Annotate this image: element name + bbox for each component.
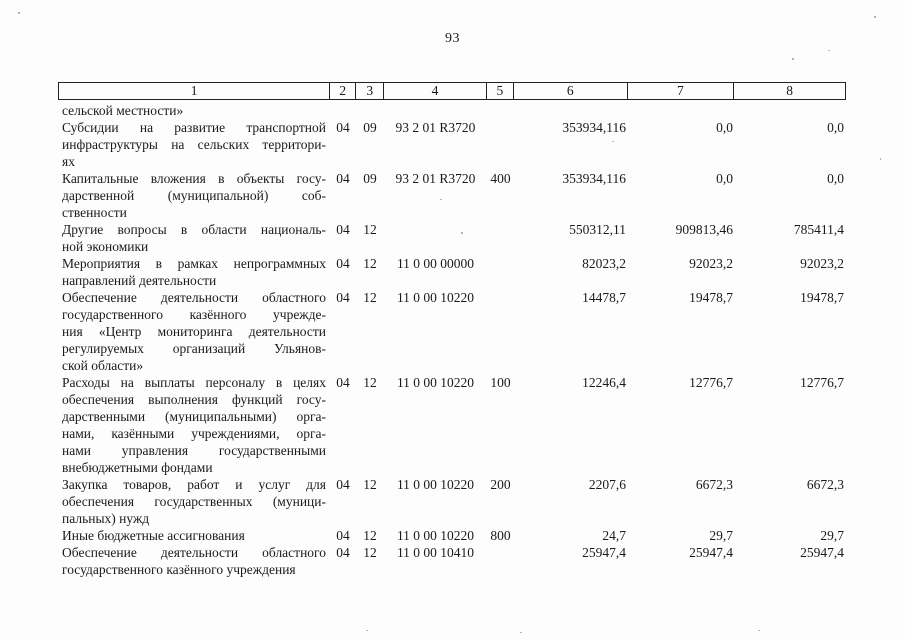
scan-speck <box>440 199 442 200</box>
description-line: регулируемых организаций Ульянов- <box>62 341 326 356</box>
section-code: 04 <box>336 545 350 560</box>
target-article-code: 93 2 01 R3720 <box>395 171 476 186</box>
target-article-code: 11 0 00 10410 <box>396 545 475 560</box>
scan-speck <box>520 632 522 633</box>
amount-col-7: 0,0 <box>716 171 733 186</box>
row-description <box>58 476 330 527</box>
section-code <box>330 102 356 119</box>
header-col-4: 4 <box>384 83 487 99</box>
scan-speck <box>758 630 760 631</box>
expense-type-code: 800 <box>490 528 511 543</box>
description-line: Другие вопросы в области националь- <box>62 222 326 237</box>
section-code: 04 <box>336 120 350 135</box>
subsection-code: 12 <box>363 222 377 237</box>
header-col-6: 6 <box>514 83 628 99</box>
target-article-code: 11 0 00 10220 <box>396 528 475 543</box>
description-line: ния «Центр мониторинга деятельности <box>62 324 326 339</box>
amount-col-6: 14478,7 <box>582 290 626 305</box>
section-code: 04 <box>336 256 350 271</box>
description-line: Иные бюджетные ассигнования <box>62 528 245 543</box>
target-article-code: 93 2 01 R3720 <box>395 120 476 135</box>
expense-type-code: 100 <box>490 375 511 390</box>
table-row <box>58 119 846 170</box>
amount-col-8: 785411,4 <box>793 222 844 237</box>
subsection-code: 12 <box>363 477 377 492</box>
target-article-code: 11 0 00 10220 <box>396 290 475 305</box>
description-line: ственности <box>62 205 127 220</box>
amount-col-8: 0,0 <box>827 120 844 135</box>
section-code: 04 <box>336 477 350 492</box>
subsection-code: 12 <box>363 528 377 543</box>
table-row <box>58 374 846 476</box>
table-row <box>58 255 846 289</box>
description-line: сельской местности» <box>62 103 184 118</box>
amount-col-7: 25947,4 <box>689 545 733 560</box>
header-col-7: 7 <box>628 83 735 99</box>
amount-col-6: 353934,116 <box>562 171 626 186</box>
row-description <box>58 170 330 221</box>
header-col-1: 1 <box>59 83 330 99</box>
expense-type-code: 400 <box>490 171 511 186</box>
scan-speck <box>366 630 368 631</box>
target-article-code: 11 0 00 10220 <box>396 375 475 390</box>
row-description <box>58 221 330 255</box>
description-line: обеспечения государственных (муници- <box>62 494 326 509</box>
description-line: ской области» <box>62 358 144 373</box>
description-line: нами, казёнными учреждениями, орга- <box>62 426 326 441</box>
subsection-code <box>356 102 384 119</box>
description-line: внебюджетными фондами <box>62 460 213 475</box>
target-article-code: 11 0 00 00000 <box>396 256 475 271</box>
description-line: Расходы на выплаты персоналу в целях <box>62 375 326 390</box>
target-article-code <box>384 221 487 255</box>
table-body <box>58 102 846 578</box>
subsection-code: 12 <box>363 545 377 560</box>
description-line: пальных) нужд <box>62 511 150 526</box>
description-line: дарственной (муниципальной) соб- <box>62 188 326 203</box>
header-col-8: 8 <box>786 83 794 98</box>
amount-col-6: 550312,11 <box>569 222 626 237</box>
description-line: Мероприятия в рамках непрограммных <box>62 256 326 271</box>
scan-speck <box>612 141 614 142</box>
subsection-code: 09 <box>363 120 377 135</box>
expense-type-code <box>487 255 514 289</box>
description-line: инфраструктуры на сельских территори- <box>62 137 326 152</box>
amount-col-7: 92023,2 <box>689 256 733 271</box>
expense-type-code: 200 <box>490 477 511 492</box>
subsection-code: 12 <box>363 256 377 271</box>
amount-col-7: 29,7 <box>709 528 733 543</box>
expense-type-code <box>487 102 514 119</box>
amount-col-6 <box>514 102 628 119</box>
scan-speck <box>880 158 881 160</box>
section-code: 04 <box>336 528 350 543</box>
row-description <box>58 544 330 578</box>
expense-type-code <box>487 289 514 374</box>
amount-col-6: 2207,6 <box>588 477 626 492</box>
row-description <box>58 102 330 119</box>
page-number: 93 <box>445 31 460 46</box>
row-description <box>58 255 330 289</box>
section-code: 04 <box>336 222 350 237</box>
table-row <box>58 221 846 255</box>
subsection-code: 12 <box>363 375 377 390</box>
amount-col-7: 12776,7 <box>689 375 733 390</box>
description-line: ях <box>62 154 75 169</box>
description-line: дарственными (муниципальными) орга- <box>62 409 326 424</box>
expense-type-code <box>487 544 514 578</box>
description-line: государственного казённого учреждения <box>62 562 296 577</box>
description-line: государственного казённого учрежде- <box>62 307 326 322</box>
amount-col-8: 6672,3 <box>806 477 844 492</box>
scan-speck <box>874 16 876 18</box>
amount-col-8: 29,7 <box>820 528 844 543</box>
subsection-code: 12 <box>363 290 377 305</box>
amount-col-7: 909813,46 <box>675 222 733 237</box>
amount-col-8: 25947,4 <box>800 545 844 560</box>
row-description <box>58 374 330 476</box>
expense-type-code <box>487 221 514 255</box>
description-line: нами управления государственными <box>62 443 326 458</box>
scan-speck <box>18 12 20 14</box>
section-code: 04 <box>336 375 350 390</box>
table-row <box>58 289 846 374</box>
amount-col-7: 19478,7 <box>689 290 733 305</box>
row-description <box>58 289 330 374</box>
amount-col-8 <box>735 102 846 119</box>
description-line: Капитальные вложения в объекты госу- <box>62 171 326 186</box>
amount-col-6: 353934,116 <box>562 120 626 135</box>
table-row <box>58 527 846 544</box>
amount-col-6: 12246,4 <box>582 375 626 390</box>
expense-type-code <box>487 119 514 170</box>
description-line: Субсидии на развитие транспортной <box>62 120 326 135</box>
description-line: Закупка товаров, работ и услуг для <box>62 477 326 492</box>
description-line: Обеспечение деятельности областного <box>62 290 326 305</box>
amount-col-7: 6672,3 <box>695 477 733 492</box>
table-row <box>58 102 846 119</box>
subsection-code: 09 <box>363 171 377 186</box>
header-col-2: 2 <box>330 83 356 99</box>
table-row <box>58 544 846 578</box>
header-col-5: 5 <box>487 83 514 99</box>
amount-col-7 <box>628 102 735 119</box>
header-col-3: 3 <box>356 83 384 99</box>
amount-col-8: 0,0 <box>827 171 844 186</box>
table-row <box>58 170 846 221</box>
amount-col-8: 12776,7 <box>800 375 844 390</box>
row-description <box>58 119 330 170</box>
section-code: 04 <box>336 171 350 186</box>
scan-speck <box>792 58 794 60</box>
row-description <box>58 527 330 544</box>
amount-col-6: 25947,4 <box>582 545 626 560</box>
amount-col-7: 0,0 <box>716 120 733 135</box>
amount-col-8: 19478,7 <box>800 290 844 305</box>
scan-speck <box>461 232 463 234</box>
description-line: Обеспечение деятельности областного <box>62 545 326 560</box>
description-line: обеспечения выполнения функций госу- <box>62 392 326 407</box>
amount-col-8: 92023,2 <box>800 256 844 271</box>
table-header-row <box>58 82 846 100</box>
amount-col-6: 24,7 <box>602 528 626 543</box>
scan-speck <box>828 50 830 51</box>
table-row <box>58 476 846 527</box>
target-article-code <box>384 102 487 119</box>
amount-col-6: 82023,2 <box>582 256 626 271</box>
section-code: 04 <box>336 290 350 305</box>
description-line: направлений деятельности <box>62 273 217 288</box>
target-article-code: 11 0 00 10220 <box>396 477 475 492</box>
description-line: ной экономики <box>62 239 149 254</box>
